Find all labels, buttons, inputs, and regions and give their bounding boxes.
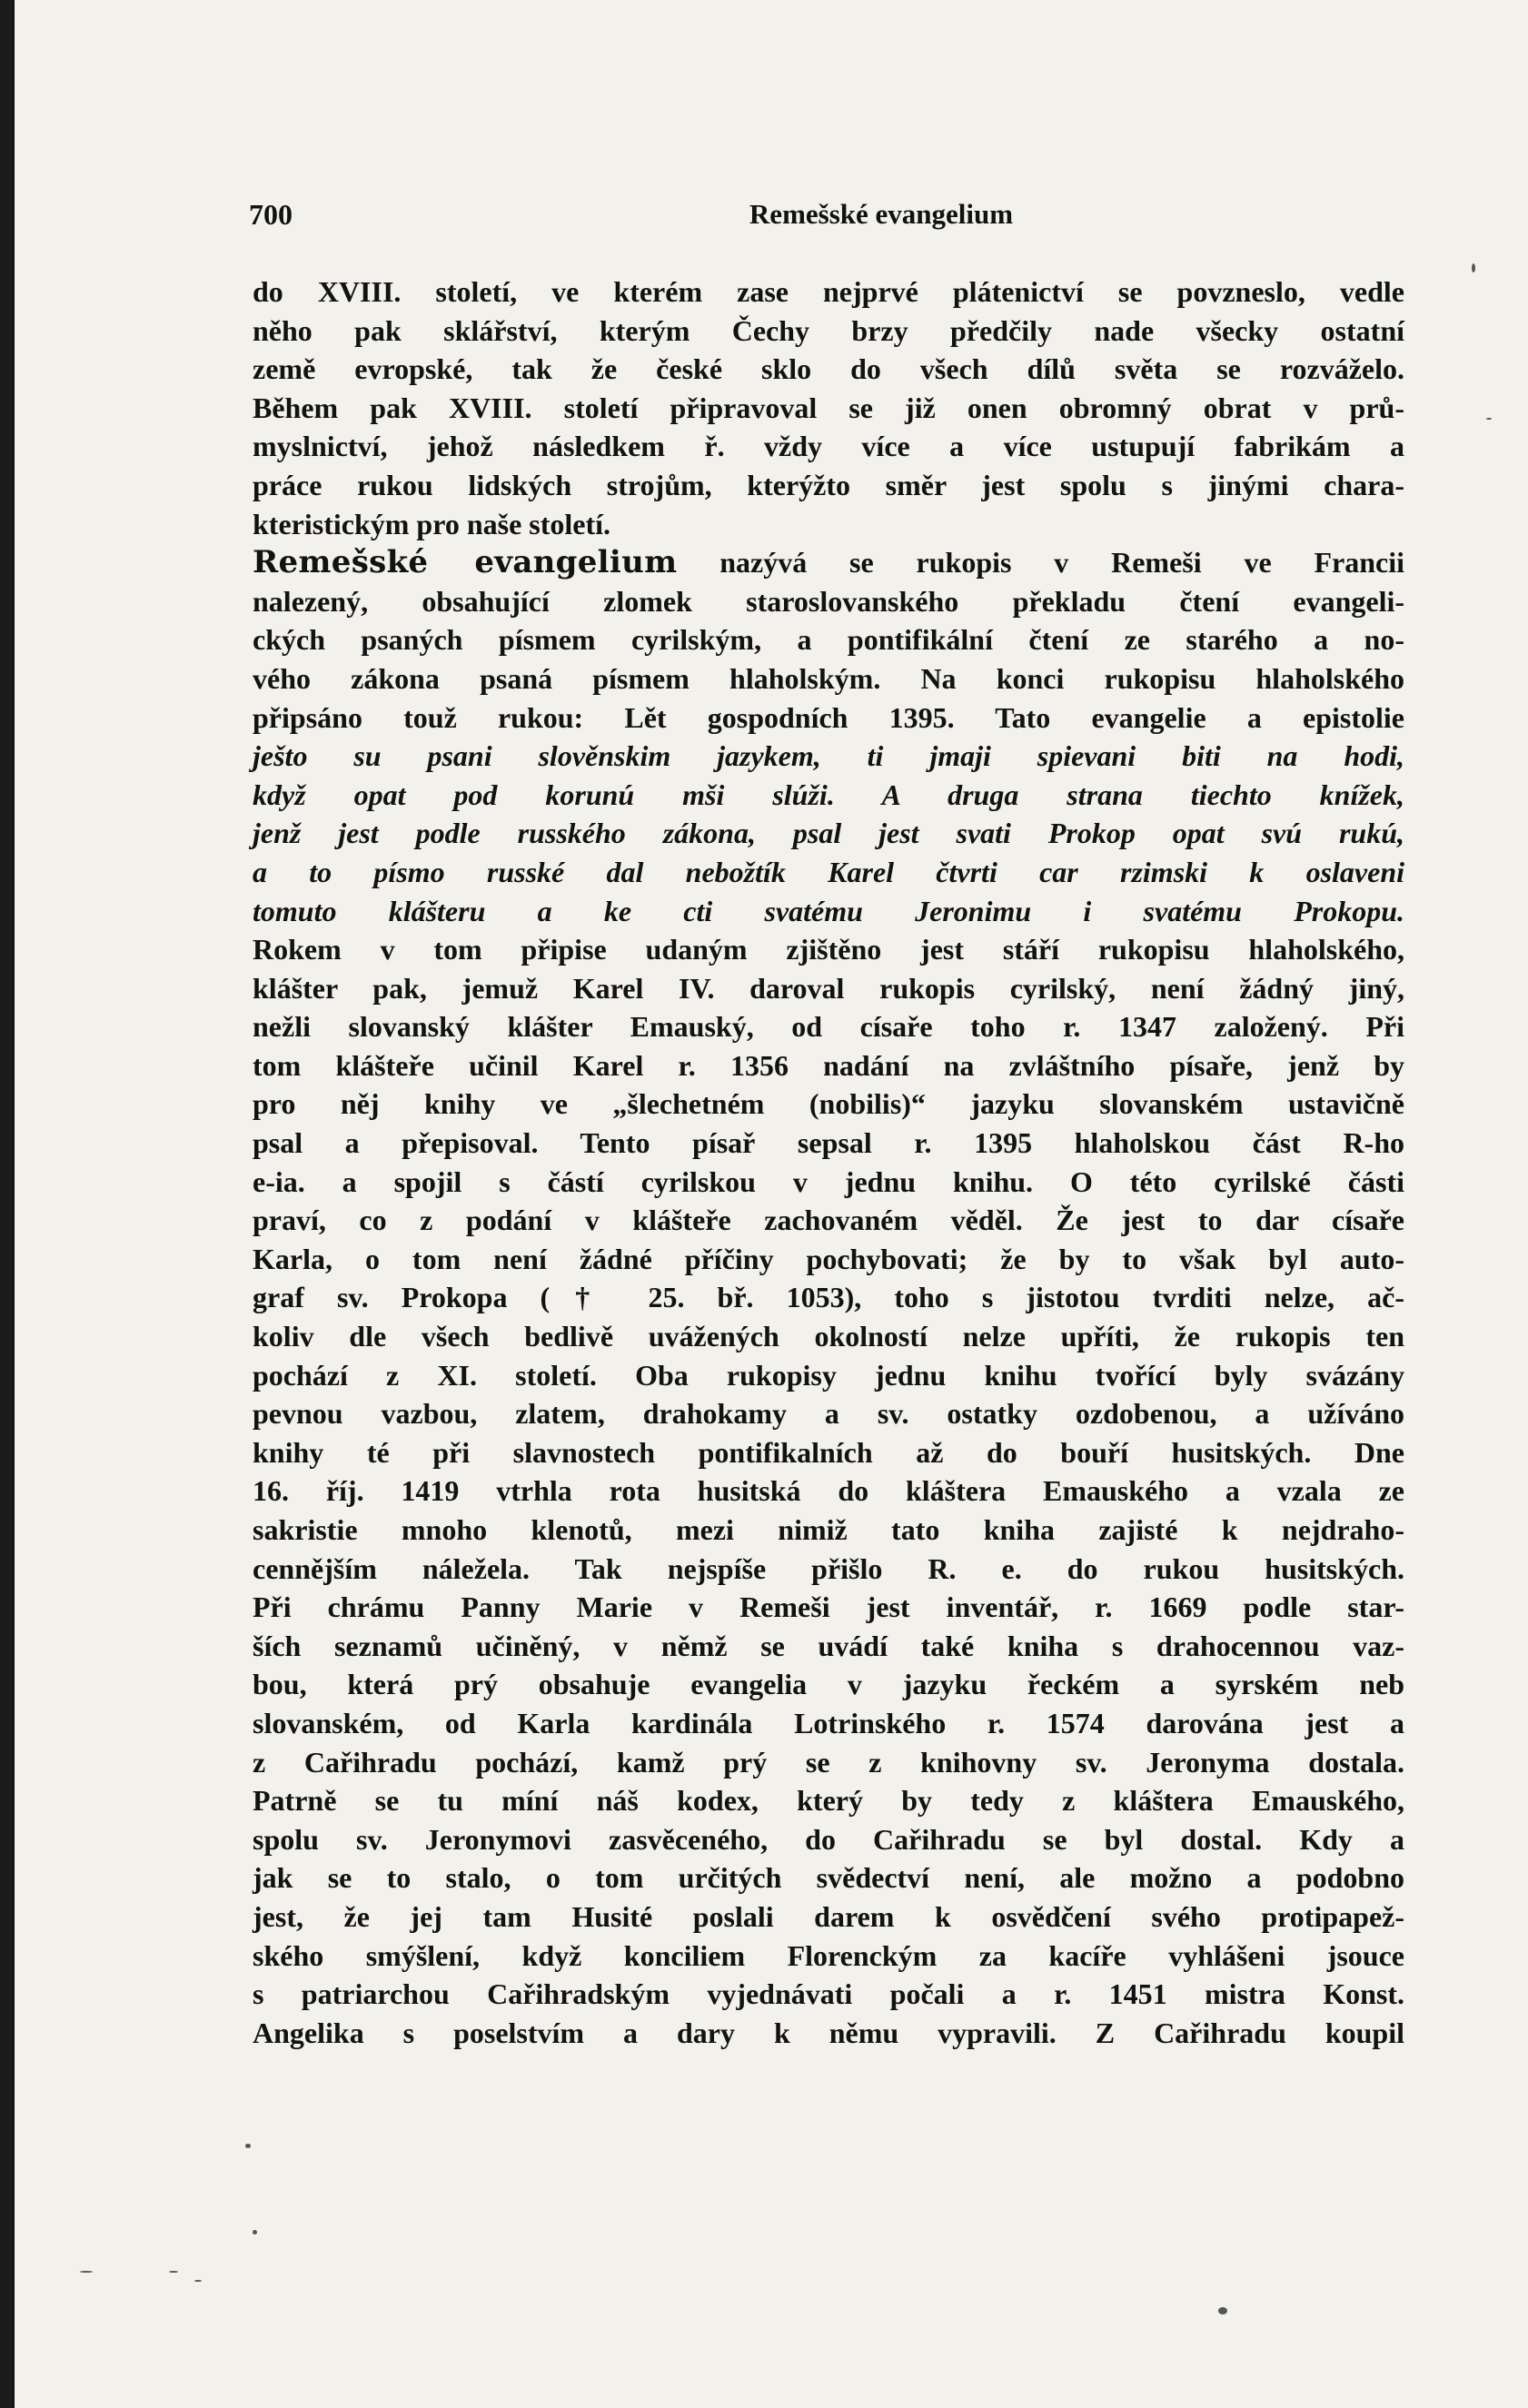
text-line: jest, že jej tam Husité poslali darem k osvědčení svého protipapež-	[253, 1899, 1404, 1933]
body-text	[253, 273, 1404, 2052]
text-line: spolu sv. Jeronymovi zasvěceného, do Cařihradu se byl dostal. Kdy a	[253, 1822, 1404, 1856]
text-line: myslnictví, jehož následkem ř. vždy více a více ustupují fabrikám a	[253, 430, 1404, 463]
book-page	[15, 0, 1528, 2408]
text-line: nalezený, obsahující zlomek staroslovanského překladu čtení evangeli-	[253, 584, 1404, 618]
entry-first-line	[253, 543, 1404, 582]
scan-edge	[0, 0, 13, 2408]
text-line: psal a přepisoval. Tento písař sepsal r. 1395 hlaholskou část R-ho	[253, 1126, 1404, 1160]
text-line: ckých psaných písmem cyrilským, a pontifikální čtení ze starého a no-	[253, 623, 1404, 657]
page-number: 700	[249, 198, 293, 231]
page-header	[249, 198, 1404, 234]
quote-line: jenž jest podle rusského zákona, psal jest svati Prokop opat svú rukú,	[253, 817, 1404, 850]
running-title: Remešské evangelium	[749, 198, 1014, 230]
text-line: pevnou vazbou, zlatem, drahokamy a sv. ostatky ozdobenou, a užíváno	[253, 1397, 1404, 1431]
quote-line: a to písmo russké dal nebožtík Karel čtvrti car rzimski k oslaveni	[253, 855, 1404, 888]
scan-speck	[80, 2271, 93, 2273]
text-line: cennějším náležela. Tak nejspíše přišlo R. e. do rukou husitských.	[253, 1551, 1404, 1585]
text-line: ského smýšlení, když konciliem Florenckým za kacíře vyhlášeni jsouce	[253, 1938, 1404, 1972]
text-line: knihy té při slavnostech pontifikalních až do bouří husitských. Dne	[253, 1435, 1404, 1469]
text-line: něho pak sklářství, kterým Čechy brzy předčily nade všecky ostatní	[253, 313, 1404, 347]
text-line: nežli slovanský klášter Emauský, od císaře toho r. 1347 založený. Při	[253, 1010, 1404, 1044]
scan-speck	[169, 2271, 178, 2273]
text-line: e-ia. a spojil s částí cyrilskou v jednu knihu. O této cyrilské části	[253, 1164, 1404, 1198]
text-line: země evropské, tak že české sklo do všech dílů světa se rozváželo.	[253, 352, 1404, 386]
text-line: Patrně se tu míní náš kodex, který by tedy z kláštera Emauského,	[253, 1784, 1404, 1818]
scan-speck	[194, 2280, 202, 2282]
quote-line: tomuto klášteru a ke cti svatému Jeronimu i svatému Prokopu.	[253, 894, 1404, 927]
entry-first-line-text: nazývá se rukopis v Remeši ve Francii	[719, 546, 1405, 580]
entry-headword: Remešské evangelium	[253, 544, 678, 581]
text-line: ších seznamů učiněný, v němž se uvádí také kniha s drahocennou vaz-	[253, 1629, 1404, 1662]
text-line: slovanském, od Karla kardinála Lotrinského r. 1574 darována jest a	[253, 1706, 1404, 1739]
text-line: vého zákona psaná písmem hlaholským. Na konci rukopisu hlaholského	[253, 661, 1404, 695]
text-line: Rokem v tom připise udaným zjištěno jest stáří rukopisu hlaholského,	[253, 933, 1404, 966]
text-line: praví, co z podání v klášteře zachovaném věděl. Že jest to dar císaře	[253, 1204, 1404, 1237]
text-line: Karla, o tom není žádné příčiny pochybovati; že by to však byl auto-	[253, 1242, 1404, 1275]
text-line: připsáno touž rukou: Lět gospodních 1395. Tato evangelie a epistolie	[253, 700, 1404, 734]
scan-speck	[245, 2144, 251, 2148]
text-line: klášter pak, jemuž Karel IV. daroval rukopis cyrilský, není žádný jiný,	[253, 971, 1404, 1005]
scan-speck	[1218, 2307, 1227, 2314]
text-line: Při chrámu Panny Marie v Remeši jest inventář, r. 1669 podle star-	[253, 1590, 1404, 1624]
text-line: koliv dle všech bedlivě uvážených okolností nelze upříti, že rukopis ten	[253, 1320, 1404, 1353]
text-line: tom klášteře učinil Karel r. 1356 nadání na zvláštního písaře, jenž by	[253, 1048, 1404, 1082]
scan-speck	[253, 2230, 257, 2235]
quote-line: ješto su psani slověnskim jazykem, ti jmaji spievani biti na hodi,	[253, 739, 1404, 773]
text-line: práce rukou lidských strojům, kterýžto směr jest spolu s jinými chara-	[253, 468, 1404, 501]
text-line: jak se to stalo, o tom určitých svědectví není, ale možno a podobno	[253, 1861, 1404, 1895]
scan-speck	[1472, 263, 1475, 273]
scan-speck	[1486, 418, 1492, 420]
text-line: do XVIII. století, ve kterém zase nejprvé plátenictví se povzneslo, vedle	[253, 275, 1404, 308]
quote-line: když opat pod korunú mši slúži. A druga strana tiechto knížek,	[253, 778, 1404, 811]
text-line: Angelika s poselstvím a dary k němu vypravili. Z Cařihradu koupil	[253, 2016, 1404, 2049]
text-line: 16. říj. 1419 vtrhla rota husitská do kláštera Emauského a vzala ze	[253, 1474, 1404, 1508]
text-line: kteristickým pro naše století.	[253, 507, 611, 540]
text-line: z Cařihradu pochází, kamž prý se z knihovny sv. Jeronyma dostala.	[253, 1745, 1404, 1779]
text-line: bou, která prý obsahuje evangelia v jazyku řeckém a syrském neb	[253, 1668, 1404, 1701]
text-line: sakristie mnoho klenotů, mezi nimiž tato kniha zajisté k nejdraho-	[253, 1513, 1404, 1546]
text-line: graf sv. Prokopa († 25. bř. 1053), toho s jistotou tvrditi nelze, ač-	[253, 1281, 1404, 1314]
text-line: s patriarchou Cařihradským vyjednávati počali a r. 1451 mistra Konst.	[253, 1977, 1404, 2011]
text-line: Během pak XVIII. století připravoval se již onen obromný obrat v prů-	[253, 391, 1404, 424]
text-line: pochází z XI. století. Oba rukopisy jednu knihu tvořící byly svázány	[253, 1358, 1404, 1392]
text-line: pro něj knihy ve „šlechetném (nobilis)“ jazyku slovanském ustavičně	[253, 1087, 1404, 1121]
